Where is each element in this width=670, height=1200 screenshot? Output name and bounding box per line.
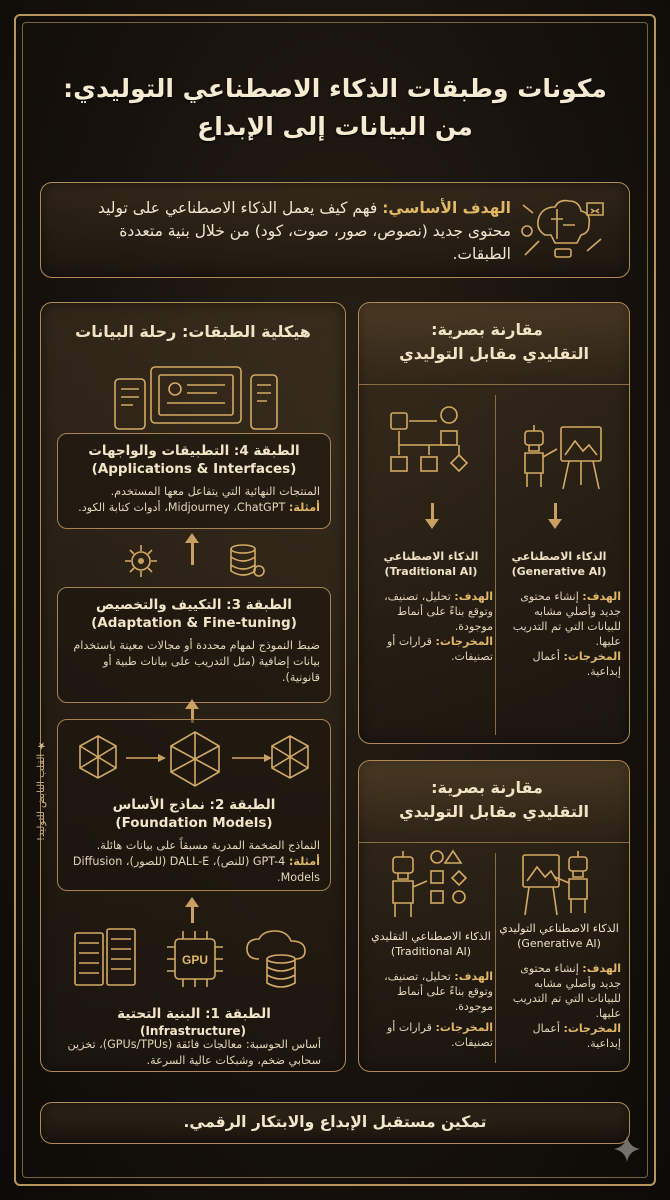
traditional-goal xyxy=(369,589,493,634)
comparison-panel-2 xyxy=(358,760,630,1072)
gpu-chip-icon xyxy=(163,927,227,991)
generative-goal-text-2: إنشاء محتوى جديد وأصلي مشابه للبيانات التي تم التدريب عليها. xyxy=(512,962,621,1020)
layer-3-desc: ضبط النموذج لمهام محددة أو مجالات معينة باستخدام بيانات إضافية (مثل التدريب على بيانات طبية أو قانونية). xyxy=(73,639,320,684)
traditional-output-text-2: قرارات أو تصنيفات. xyxy=(386,1021,493,1049)
traditional-arrow-shaft xyxy=(431,503,434,519)
comparison-1-heading-1: مقارنة بصرية: xyxy=(431,320,543,339)
gpu-label: GPU xyxy=(181,953,209,967)
traditional-output-label: المخرجات: xyxy=(435,635,493,648)
goal-label: الهدف الأساسي: xyxy=(382,199,511,217)
generative-column-1 xyxy=(497,549,621,679)
generative-output-label-2: المخرجات: xyxy=(563,1022,621,1035)
layer-2-desc-main: النماذج الضخمة المدربة مسبقاً على بيانات هائلة. xyxy=(96,839,320,852)
layer-4-desc xyxy=(58,484,330,516)
traditional-arrow xyxy=(425,519,439,529)
comparison-2-heading-1: مقارنة بصرية: xyxy=(431,778,543,797)
title-line-1: مكونات وطبقات الذكاء الاصطناعي التوليدي: xyxy=(63,74,607,103)
traditional-output-text: قرارات أو تصنيفات. xyxy=(386,635,493,663)
traditional-goal-text: تحليل، تصنيف، وتوقع بناءً على أنماط موجودة. xyxy=(384,590,493,633)
traditional-output-label-2: المخرجات: xyxy=(435,1021,493,1034)
traditional-subtitle-2: (Traditional AI) xyxy=(390,945,472,958)
traditional-goal-text-2: تحليل، تصنيف، وتوقع بناءً على أنماط موجودة. xyxy=(384,970,493,1013)
layer-2-desc xyxy=(58,838,330,886)
layer-4-examples-label: أمثلة: xyxy=(288,501,320,514)
arrow-3-to-4 xyxy=(185,533,199,543)
generative-output-label: المخرجات: xyxy=(563,650,621,663)
arrow-1-to-2 xyxy=(185,897,199,907)
layer-3-box xyxy=(57,587,331,703)
robot-painter-icon-2 xyxy=(519,849,609,921)
generative-column-2 xyxy=(497,921,621,1051)
traditional-column-2 xyxy=(369,929,493,1050)
generative-title-2: الذكاء الاصطناعي التوليدي xyxy=(499,922,619,935)
generative-arrow xyxy=(548,519,562,529)
footer-text: تمكين مستقبل الإبداع والابتكار الرقمي. xyxy=(183,1113,487,1131)
layer-4-box xyxy=(57,433,331,529)
comparison-2-divider xyxy=(495,853,496,1063)
layers-heading: هيكلية الطبقات: رحلة البيانات xyxy=(75,322,311,341)
comparison-1-heading-2: التقليدي مقابل التوليدي xyxy=(399,344,589,363)
layer-2-subtitle: (Foundation Models) xyxy=(115,815,273,831)
robot-painter-icon xyxy=(519,421,609,493)
servers-icon xyxy=(71,927,141,989)
comparison-2-header xyxy=(359,761,629,843)
page-title xyxy=(40,70,630,146)
traditional-subtitle: (Traditional AI) xyxy=(384,565,478,578)
robot-shapes-icon xyxy=(387,847,473,921)
generative-output-text-2: أعمال إبداعية. xyxy=(532,1022,621,1050)
neural-network-icon xyxy=(78,728,312,790)
cloud-storage-icon xyxy=(243,929,319,991)
generative-goal-label-2: الهدف: xyxy=(582,962,621,975)
traditional-goal-2 xyxy=(369,969,493,1014)
comparison-panel-1 xyxy=(358,302,630,744)
side-note: ★ القلب النابض للتوليد! xyxy=(36,740,47,842)
traditional-title: الذكاء الاصطناعي xyxy=(383,550,479,563)
comparison-2-heading-2: التقليدي مقابل التوليدي xyxy=(399,802,589,821)
generative-title: الذكاء الاصطناعي xyxy=(511,550,607,563)
decision-flowchart-icon xyxy=(385,403,475,483)
arrow-1-to-2-shaft xyxy=(191,905,194,923)
footer-banner xyxy=(40,1102,630,1144)
layer-2-examples: GPT-4 (للنص)، DALL-E (للصور)، Diffusion Models. xyxy=(72,855,320,884)
layer-3-title: الطبقة 3: التكييف والتخصيص xyxy=(96,597,292,613)
layer-1-title xyxy=(57,1005,331,1023)
layer-2-box xyxy=(57,719,331,891)
layer-2-examples-label: أمثلة: xyxy=(288,855,320,868)
comparison-1-header xyxy=(359,303,629,385)
gear-icon xyxy=(121,541,161,581)
layer-4-subtitle: (Applications & Interfaces) xyxy=(91,461,297,477)
comparison-1-divider xyxy=(495,395,496,735)
layer-2-title: الطبقة 2: نماذج الأساس xyxy=(112,797,276,813)
traditional-goal-label: الهدف: xyxy=(454,590,493,603)
generative-subtitle: (Generative AI) xyxy=(511,565,607,578)
generative-goal xyxy=(497,589,621,649)
traditional-title-2: الذكاء الاصطناعي التقليدي xyxy=(371,930,491,943)
arrow-3-to-4-shaft xyxy=(191,543,194,565)
arrow-2-to-3 xyxy=(185,699,199,709)
sparkle-icon xyxy=(612,1134,642,1164)
layer-4-title: الطبقة 4: التطبيقات والواجهات xyxy=(88,443,300,459)
generative-goal-2 xyxy=(497,961,621,1021)
devices-icon xyxy=(111,361,281,433)
generative-arrow-shaft xyxy=(554,503,557,519)
goal-text xyxy=(61,197,511,266)
layer-1-desc: أساس الحوسبة: معالجات فائقة (GPUs/TPUs)، تخزين سحابي ضخم، وشبكات عالية السرعة. xyxy=(67,1038,321,1067)
generative-goal-label: الهدف: xyxy=(582,590,621,603)
layer-4-desc-main: المنتجات النهائية التي يتفاعل معها المستخدم. xyxy=(110,485,320,498)
layer-3-subtitle: (Adaptation & Fine-tuning) xyxy=(91,615,297,631)
database-gear-icon xyxy=(227,541,267,581)
layer-4-examples: Midjourney ،ChatGPT، أدوات كتابة الكود. xyxy=(78,501,289,514)
generative-output-2 xyxy=(497,1021,621,1051)
creative-brain-icon xyxy=(517,195,607,267)
layers-panel xyxy=(40,302,346,1072)
goal-body: فهم كيف يعمل الذكاء الاصطناعي على توليد محتوى جديد (نصوص، صور، صوت، كود) من خلال بنية متعددة الطبقات. xyxy=(97,199,511,263)
traditional-column-1 xyxy=(369,549,493,664)
generative-output xyxy=(497,649,621,679)
traditional-goal-label-2: الهدف: xyxy=(454,970,493,983)
goal-card xyxy=(40,182,630,278)
generative-subtitle-2: (Generative AI) xyxy=(517,937,601,950)
traditional-output-2 xyxy=(369,1020,493,1050)
traditional-output xyxy=(369,634,493,664)
title-line-2: من البيانات إلى الإبداع xyxy=(197,112,473,141)
layer-1-title-text: الطبقة 1: البنية التحتية xyxy=(117,1006,271,1022)
layer-1-subtitle: (Infrastructure) xyxy=(139,1024,246,1038)
generative-goal-text: إنشاء محتوى جديد وأصلي مشابه للبيانات التي تم التدريب عليها. xyxy=(512,590,621,648)
generative-output-text: أعمال إبداعية. xyxy=(532,650,621,678)
